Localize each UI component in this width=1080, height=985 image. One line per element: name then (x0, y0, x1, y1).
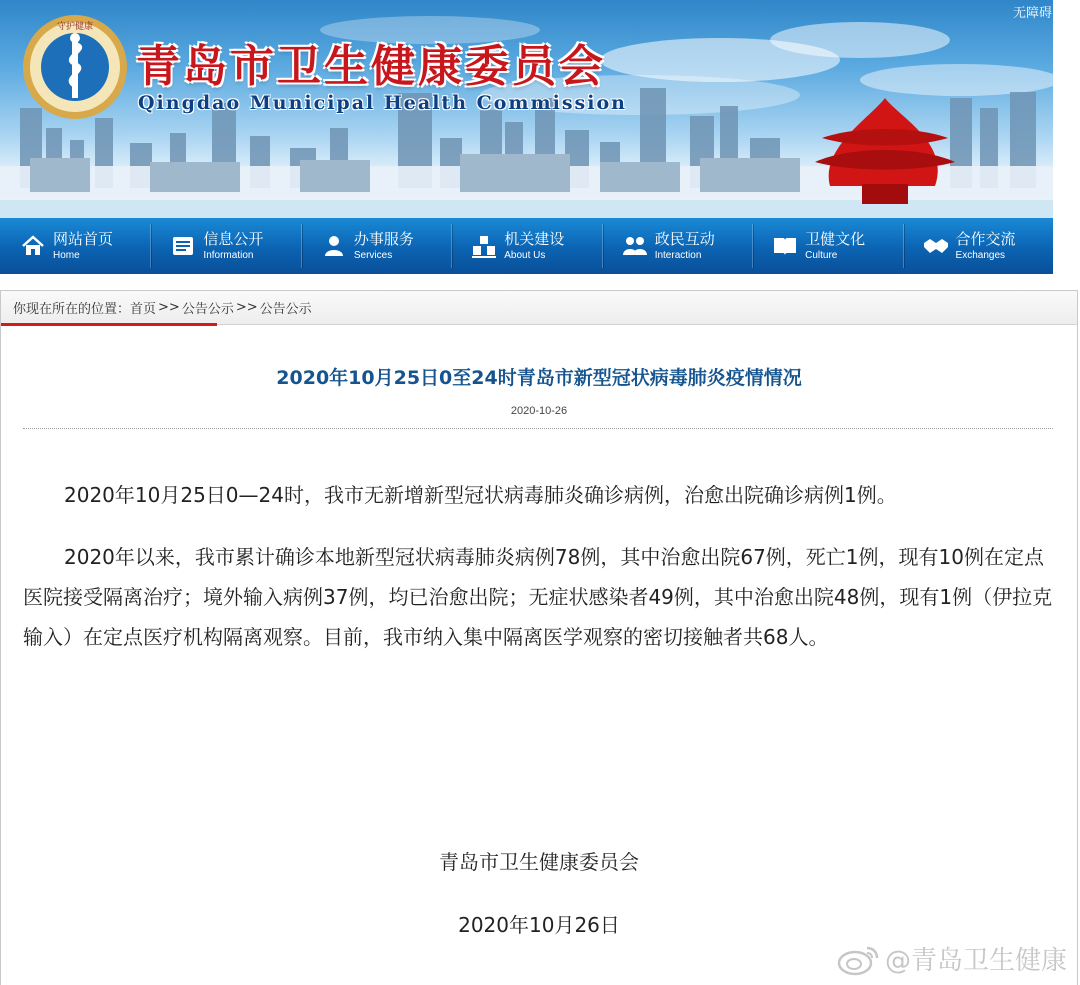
weibo-watermark (837, 940, 1067, 977)
breadcrumb-link-home[interactable]: 首页 (130, 302, 157, 317)
nav-sublabel: Interaction (654, 249, 702, 261)
nav-item-culture[interactable] (752, 218, 902, 274)
commission-logo-emblem (22, 14, 128, 120)
book-icon (772, 233, 798, 259)
nav-label: 机关建设 (504, 229, 565, 248)
nav-sublabel: Information (203, 249, 254, 261)
breadcrumb-accent-bar (1, 323, 217, 326)
accessibility-link[interactable]: 无障碍 (1013, 6, 1053, 21)
building-icon (471, 233, 497, 259)
main-navigation (0, 218, 1053, 274)
home-icon (20, 233, 46, 259)
nav-item-exchanges[interactable] (903, 218, 1053, 274)
nav-item-services[interactable] (301, 218, 451, 274)
article-title: 2020年10月25日0至24时青岛市新型冠状病毒肺炎疫情情况 (276, 367, 802, 389)
people-icon (622, 233, 648, 259)
svg-text:守护健康: 守护健康 (56, 22, 94, 32)
article-date: 2020-10-26 (510, 405, 568, 417)
nav-sublabel: Culture (805, 249, 838, 261)
nav-sublabel: About Us (504, 249, 546, 261)
nav-label: 政民互动 (654, 229, 715, 248)
title-divider (23, 428, 1053, 429)
weibo-icon (837, 942, 881, 976)
nav-sublabel: Services (353, 249, 393, 261)
nav-label: 合作交流 (955, 229, 1016, 248)
nav-item-about-us[interactable] (451, 218, 601, 274)
article-paragraph: 2020年以来，我市累计确诊本地新型冠状病毒肺炎病例78例，其中治愈出院67例，死亡1例，现有10例在定点医院接受隔离治疗；境外输入病例37例，均已治愈出院；无症状感染者49例，其中治愈出院48例，现有1例（伊拉克输入）在定点医疗机构隔离观察。目前，我市纳入集中隔离医学观察的密切接触者共68人。 (23, 545, 1053, 649)
site-banner (0, 0, 1053, 218)
nav-label: 网站首页 (53, 229, 114, 248)
breadcrumb-link-announcements-current[interactable]: 公告公示 (259, 302, 312, 317)
article-paragraph: 2020年10月25日0—24时，我市无新增新型冠状病毒肺炎确诊病例，治愈出院确诊病例1例。 (64, 483, 897, 507)
nav-sublabel: Exchanges (955, 249, 1006, 261)
site-subtitle: Qingdao Municipal Health Commission (138, 92, 627, 114)
site-title: 青岛市卫生健康委员会 (136, 41, 606, 92)
content-panel (0, 290, 1078, 985)
breadcrumb-separator: >> (235, 300, 258, 315)
nav-label: 办事服务 (353, 229, 414, 248)
nav-item-home[interactable] (0, 218, 150, 274)
nav-sublabel: Home (53, 249, 80, 261)
nav-label: 信息公开 (203, 229, 264, 248)
person-icon (321, 233, 347, 259)
nav-label: 卫健文化 (805, 229, 866, 248)
article-signature: 青岛市卫生健康委员会 (439, 850, 639, 874)
nav-item-interaction[interactable] (602, 218, 752, 274)
nav-item-information[interactable] (150, 218, 300, 274)
breadcrumb (1, 291, 1077, 325)
breadcrumb-separator: >> (158, 300, 180, 315)
handshake-icon (923, 233, 949, 259)
watermark-text: @青岛卫生健康 (884, 946, 1067, 976)
article-signature-date: 2020年10月26日 (458, 913, 620, 937)
breadcrumb-prefix: 你现在所在的位置： (13, 302, 131, 317)
document-icon (170, 233, 196, 259)
breadcrumb-link-announcements[interactable]: 公告公示 (181, 302, 234, 317)
